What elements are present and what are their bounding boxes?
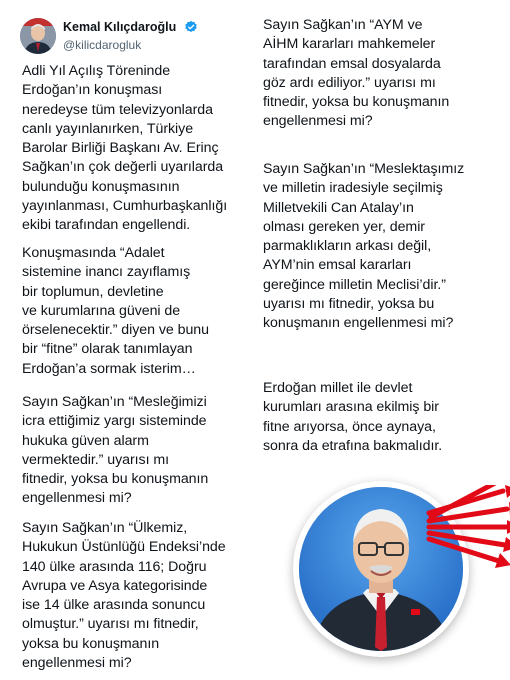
verified-badge-icon: [184, 20, 198, 34]
tweet-paragraph: Sayın Sağkan’ın “Ülkemiz, Hukukun Üstünlüğü Endeksi’nde 140 ülke arasında 116; Doğru Avrupa ve Asya kategorisinde ise 14 ülke arasında sonuncu olmuştur.” uyarısı mı fitnedir, yoksa bu konuşmanın engellenmesi mi?: [22, 520, 226, 672]
author-handle[interactable]: @kilicdarogluk: [63, 38, 142, 52]
tweet-paragraph: Erdoğan millet ile devlet kurumları arasına ekilmiş bir fitne arıyorsa, önce aynaya, sonra da etrafına bakmalıdır.: [263, 380, 443, 454]
avatar-portrait-icon: [20, 18, 56, 54]
avatar[interactable]: [20, 18, 56, 54]
party-arrows-logo-icon: [421, 485, 510, 569]
tweet-paragraph: Konuşmasında “Adalet sistemine inancı zayıflamış bir toplumun, devletine ve kurumlarına güveni de örselenecektir.” diyen ve bunu bir “fitne” olarak tanımlayan Erdoğan’a sormak isterim…: [22, 245, 209, 377]
tweet-paragraph: Sayın Sağkan’ın “AYM ve AİHM kararları mahkemeler tarafından emsal dosyalarda göz ardı ediliyor.” uyarısı mı fitnedir, yoksa bu konuşmanın engellenmesi mi?: [263, 17, 450, 130]
tweet-header: [20, 18, 250, 58]
tweet-paragraph: Sayın Sağkan’ın “Mesleğimizi icra ettiğimiz yargı sisteminde hukuka güven alarm vermektedir.” uyarısı mı fitnedir, yoksa bu konuşmanın engellenmesi mi?: [22, 394, 209, 507]
tweet-paragraph: Sayın Sağkan’ın “Meslektaşımız ve milletin iradesiyle seçilmiş Milletvekili Can Atalay’ın olması gereken yer, demir parmaklıkların arkası değil, AYM’nin emsal kararları gereğince milletin Meclisi’dir.” uyarısı mı fitnedir, yoksa bu konuşmanın engellenmesi mi?: [263, 161, 465, 332]
right-column: [255, 0, 510, 680]
tweet-paragraph: Adli Yıl Açılış Töreninde Erdoğan’ın konuşması neredeyse tüm televizyonlarda canlı yayınlanırken, Türkiye Barolar Birliği Başkanı Av. Erinç Sağkan’ın çok değerli uyarılarda bulunduğu konuşmasının yayınlanması, Cumhurbaşkanlığı ekibi tarafından engellendi.: [22, 63, 228, 234]
author-name[interactable]: Kemal Kılıçdaroğlu: [63, 20, 177, 34]
portrait-emblem: [273, 477, 510, 677]
